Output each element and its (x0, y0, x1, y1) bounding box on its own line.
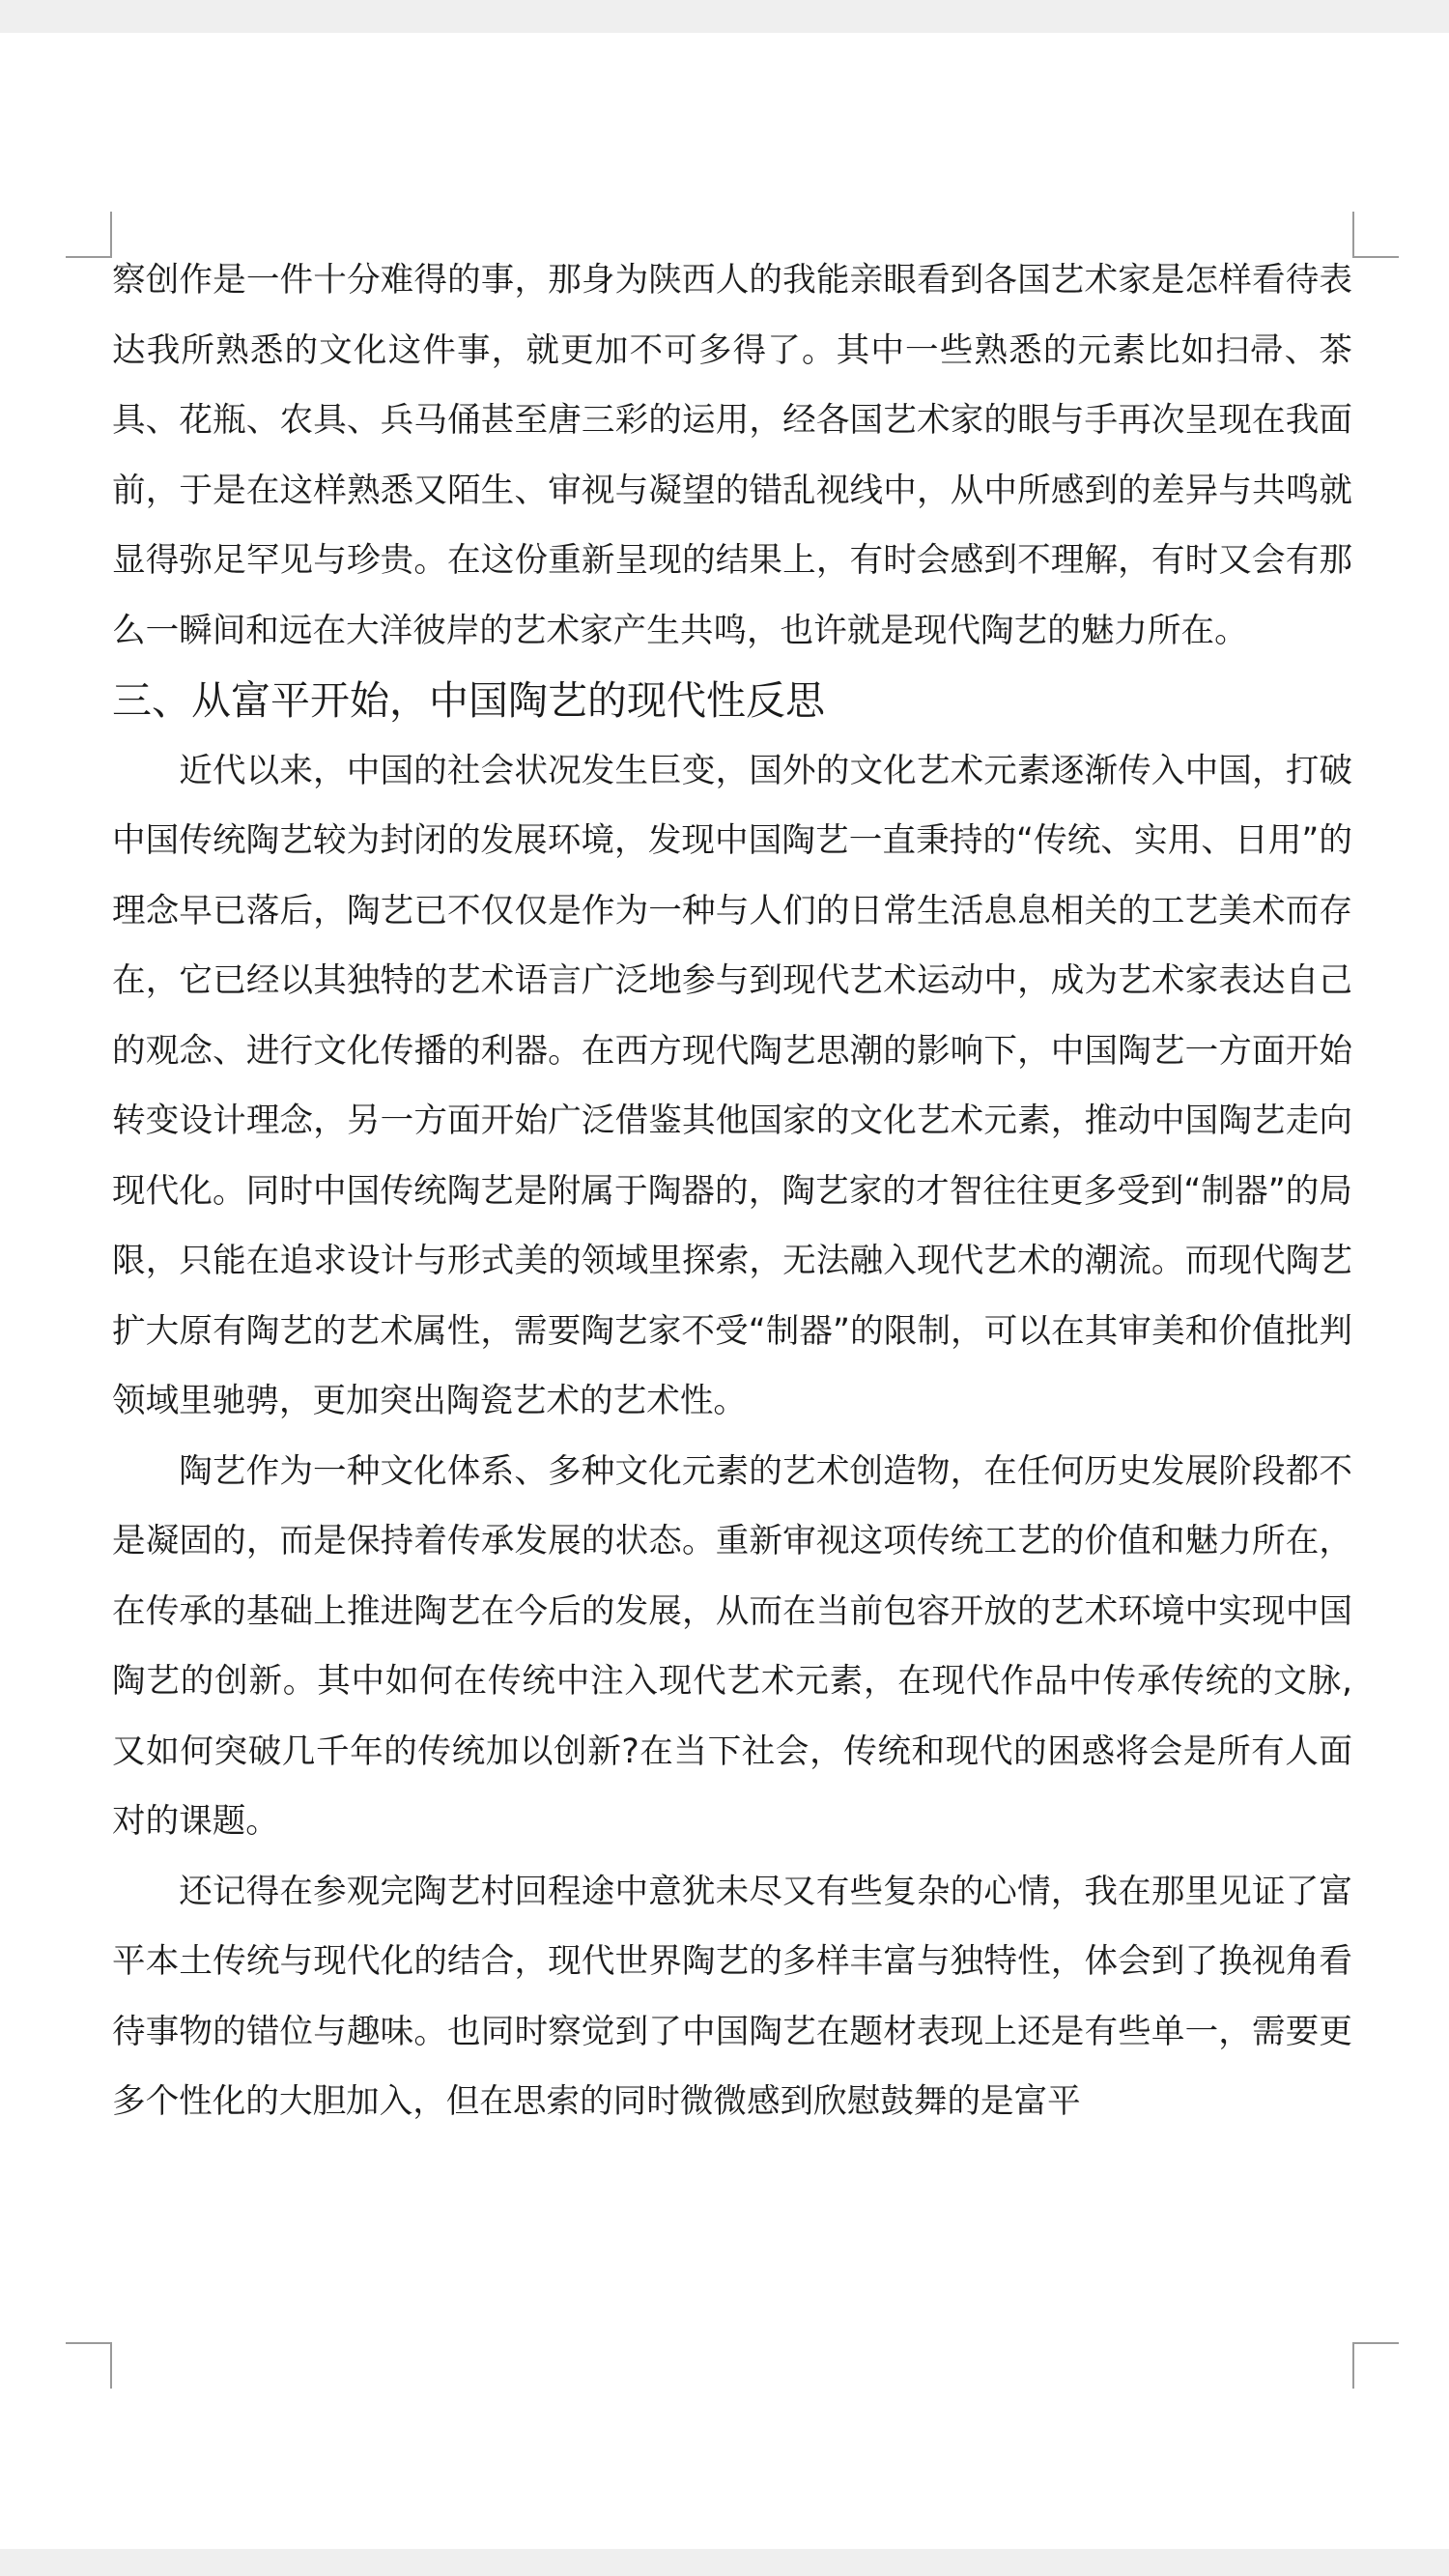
paragraph-1: 近代以来，中国的社会状况发生巨变，国外的文化艺术元素逐渐传入中国，打破中国传统陶艺较为封闭的发展环境，发现中国陶艺一直秉持的“传统、实用、日用”的理念早已落后，陶艺已不仅仅是作为一种与人们的日常生活息息相关的工艺美术而存在，它已经以其独特的艺术语言广泛地参与到现代艺术运动中，成为艺术家表达自己的观念、进行文化传播的利器。在西方现代陶艺思潮的影响下，中国陶艺一方面开始转变设计理念，另一方面开始广泛借鉴其他国家的文化艺术元素，推动中国陶艺走向现代化。同时中国传统陶艺是附属于陶器的，陶艺家的才智往往更多受到“制器”的局限，只能在追求设计与形式美的领域里探索，无法融入现代艺术的潮流。而现代陶艺扩大原有陶艺的艺术属性，需要陶艺家不受“制器”的限制，可以在其审美和价值批判领域里驰骋，更加突出陶瓷艺术的艺术性。 (112, 751, 1352, 1420)
crop-mark-bottom-right (1352, 2342, 1399, 2389)
section-heading: 三、从富平开始，中国陶艺的现代性反思 (112, 677, 825, 724)
paragraph-2: 陶艺作为一种文化体系、多种文化元素的艺术创造物，在任何历史发展阶段都不是凝固的，而是保持着传承发展的状态。重新审视这项传统工艺的价值和魅力所在，在传承的基础上推进陶艺在今后的发展，从而在当前包容开放的艺术环境中实现中国陶艺的创新。其中如何在传统中注入现代艺术元素，在现代作品中传承传统的文脉,又如何突破几千年的传统加以创新?在当下社会，传统和现代的困惑将会是所有人面对的课题。 (112, 1451, 1352, 1841)
document-body (112, 245, 1352, 2137)
crop-mark-top-left (66, 212, 112, 258)
page-gap (0, 2549, 1449, 2576)
paragraph-intro: 察创作是一件十分难得的事，那身为陕西人的我能亲眼看到各国艺术家是怎样看待表达我所熟悉的文化这件事，就更加不可多得了。其中一些熟悉的元素比如扫帚、茶具、花瓶、农具、兵马俑甚至唐三彩的运用，经各国艺术家的眼与手再次呈现在我面前，于是在这样熟悉又陌生、审视与凝望的错乱视线中，从中所感到的差异与共鸣就显得弥足罕见与珍贵。在这份重新呈现的结果上，有时会感到不理解，有时又会有那么一瞬间和远在大洋彼岸的艺术家产生共鸣，也许就是现代陶艺的魅力所在。 (112, 261, 1352, 650)
crop-mark-bottom-left (66, 2342, 112, 2389)
paragraph-3: 还记得在参观完陶艺村回程途中意犹未尽又有些复杂的心情，我在那里见证了富平本土传统与现代化的结合，现代世界陶艺的多样丰富与独特性，体会到了换视角看待事物的错位与趣味。也同时察觉到了中国陶艺在题材表现上还是有些单一，需要更多个性化的大胆加入，但在思索的同时微微感到欣慰鼓舞的是富平 (112, 1872, 1352, 2121)
crop-mark-top-right (1352, 212, 1399, 258)
